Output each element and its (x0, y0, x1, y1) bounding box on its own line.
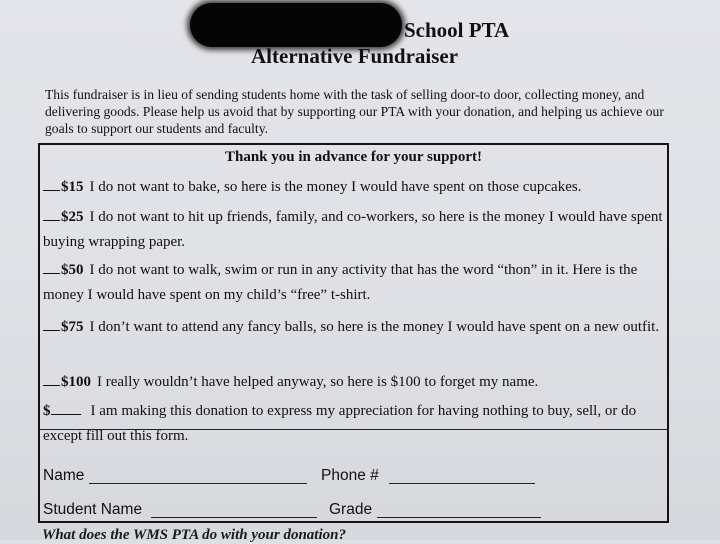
next-section-heading: What does the WMS PTA do with your donation? (42, 527, 346, 543)
flyer-title: School PTA (404, 18, 510, 42)
name-field[interactable] (89, 483, 307, 484)
option-text: I do not want to bake, so here is the money I would have spent on those cupcakes. (89, 179, 582, 195)
donation-form-box (38, 143, 669, 523)
student-name-field[interactable] (151, 517, 317, 518)
donation-option-75[interactable] (43, 315, 663, 340)
option-text: I don’t want to attend any fancy balls, so here is the money I would have spent on a new outfit. (89, 319, 660, 335)
option-text: I am making this donation to express my appreciation for having nothing to buy, sell, or do except fill out this form. (43, 403, 637, 444)
checkbox-blank[interactable] (43, 317, 60, 331)
form-divider (40, 429, 667, 430)
option-amount: $100 (61, 374, 91, 390)
option-text: I really wouldn’t have helped anyway, so here is $100 to forget my name. (97, 374, 539, 390)
grade-label: Grade (329, 501, 373, 518)
phone-label: Phone # (321, 467, 379, 484)
option-text: I do not want to walk, swim or run in any activity that has the word “thon” in it. Here is the money I would have spent on my child’s “free” t-shirt. (43, 262, 638, 303)
grade-field[interactable] (377, 517, 541, 518)
option-text: I do not want to hit up friends, family, and co-workers, so here is the money I would have spent buying wrapping paper. (43, 209, 663, 250)
redacted-school-name (190, 3, 402, 47)
checkbox-blank[interactable] (43, 207, 60, 221)
donation-option-15[interactable] (43, 175, 663, 200)
donation-option-custom[interactable] (43, 399, 663, 449)
checkbox-blank[interactable] (43, 372, 60, 386)
name-label: Name (43, 467, 85, 484)
option-amount: $75 (61, 319, 84, 335)
intro-paragraph: This fundraiser is in lieu of sending students home with the task of selling door-to door, collecting money, and delivering goods. Please help us avoid that by supporting our PTA with your donation, and helping us achieve our goals to support our students and faculty. (45, 87, 664, 136)
flyer-subtitle: Alternative Fundraiser (251, 44, 459, 68)
checkbox-blank[interactable] (43, 260, 60, 274)
checkbox-blank[interactable] (43, 177, 60, 191)
option-amount: $50 (61, 262, 84, 278)
option-amount: $15 (61, 179, 84, 195)
phone-field[interactable] (389, 483, 535, 484)
donation-option-25[interactable] (43, 205, 663, 255)
donation-option-50[interactable] (43, 258, 663, 308)
option-amount: $ (43, 403, 51, 419)
donation-option-100[interactable] (43, 370, 663, 395)
student-name-label: Student Name (43, 501, 143, 518)
custom-amount-blank[interactable] (51, 401, 81, 415)
option-amount: $25 (61, 209, 84, 225)
thanks-heading: Thank you in advance for your support! (224, 149, 482, 165)
